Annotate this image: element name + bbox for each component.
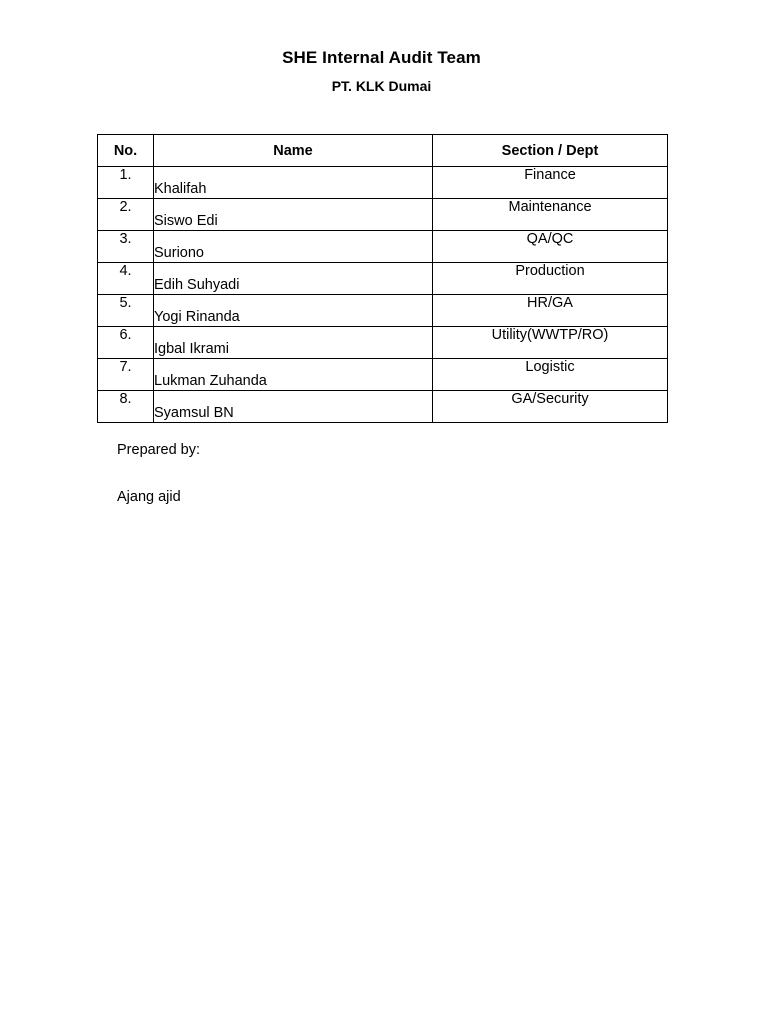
document-subtitle: PT. KLK Dumai	[331, 78, 432, 94]
header-section: Section / Dept	[433, 135, 668, 167]
member-name: Yogi Rinanda	[154, 295, 433, 327]
table-row	[98, 359, 668, 391]
row-number: 1.	[98, 167, 154, 199]
member-name: Siswo Edi	[154, 199, 433, 231]
member-name: Lukman Zuhanda	[154, 359, 433, 391]
member-section: Logistic	[433, 359, 668, 391]
header-name: Name	[154, 135, 433, 167]
table-row	[98, 327, 668, 359]
member-name: Igbal Ikrami	[154, 327, 433, 359]
member-section: QA/QC	[433, 231, 668, 263]
document-title: SHE Internal Audit Team	[282, 48, 481, 67]
member-name: Khalifah	[154, 167, 433, 199]
table-row	[98, 231, 668, 263]
table-row	[98, 295, 668, 327]
row-number: 6.	[98, 327, 154, 359]
table-row	[98, 391, 668, 423]
member-section: Maintenance	[433, 199, 668, 231]
table-row	[98, 167, 668, 199]
member-section: Utility(WWTP/RO)	[433, 327, 668, 359]
row-number: 3.	[98, 231, 154, 263]
prepared-by-name: Ajang ajid	[117, 489, 181, 505]
table-row	[98, 199, 668, 231]
member-section: Production	[433, 263, 668, 295]
member-section: HR/GA	[433, 295, 668, 327]
audit-team-table	[97, 134, 668, 423]
member-name: Edih Suhyadi	[154, 263, 433, 295]
row-number: 4.	[98, 263, 154, 295]
table-row	[98, 263, 668, 295]
row-number: 7.	[98, 359, 154, 391]
row-number: 5.	[98, 295, 154, 327]
member-name: Syamsul BN	[154, 391, 433, 423]
member-name: Suriono	[154, 231, 433, 263]
prepared-by-label: Prepared by:	[117, 442, 201, 458]
row-number: 2.	[98, 199, 154, 231]
member-section: Finance	[433, 167, 668, 199]
header-no: No.	[98, 135, 154, 167]
row-number: 8.	[98, 391, 154, 423]
member-section: GA/Security	[433, 391, 668, 423]
table-header-row	[98, 135, 668, 167]
